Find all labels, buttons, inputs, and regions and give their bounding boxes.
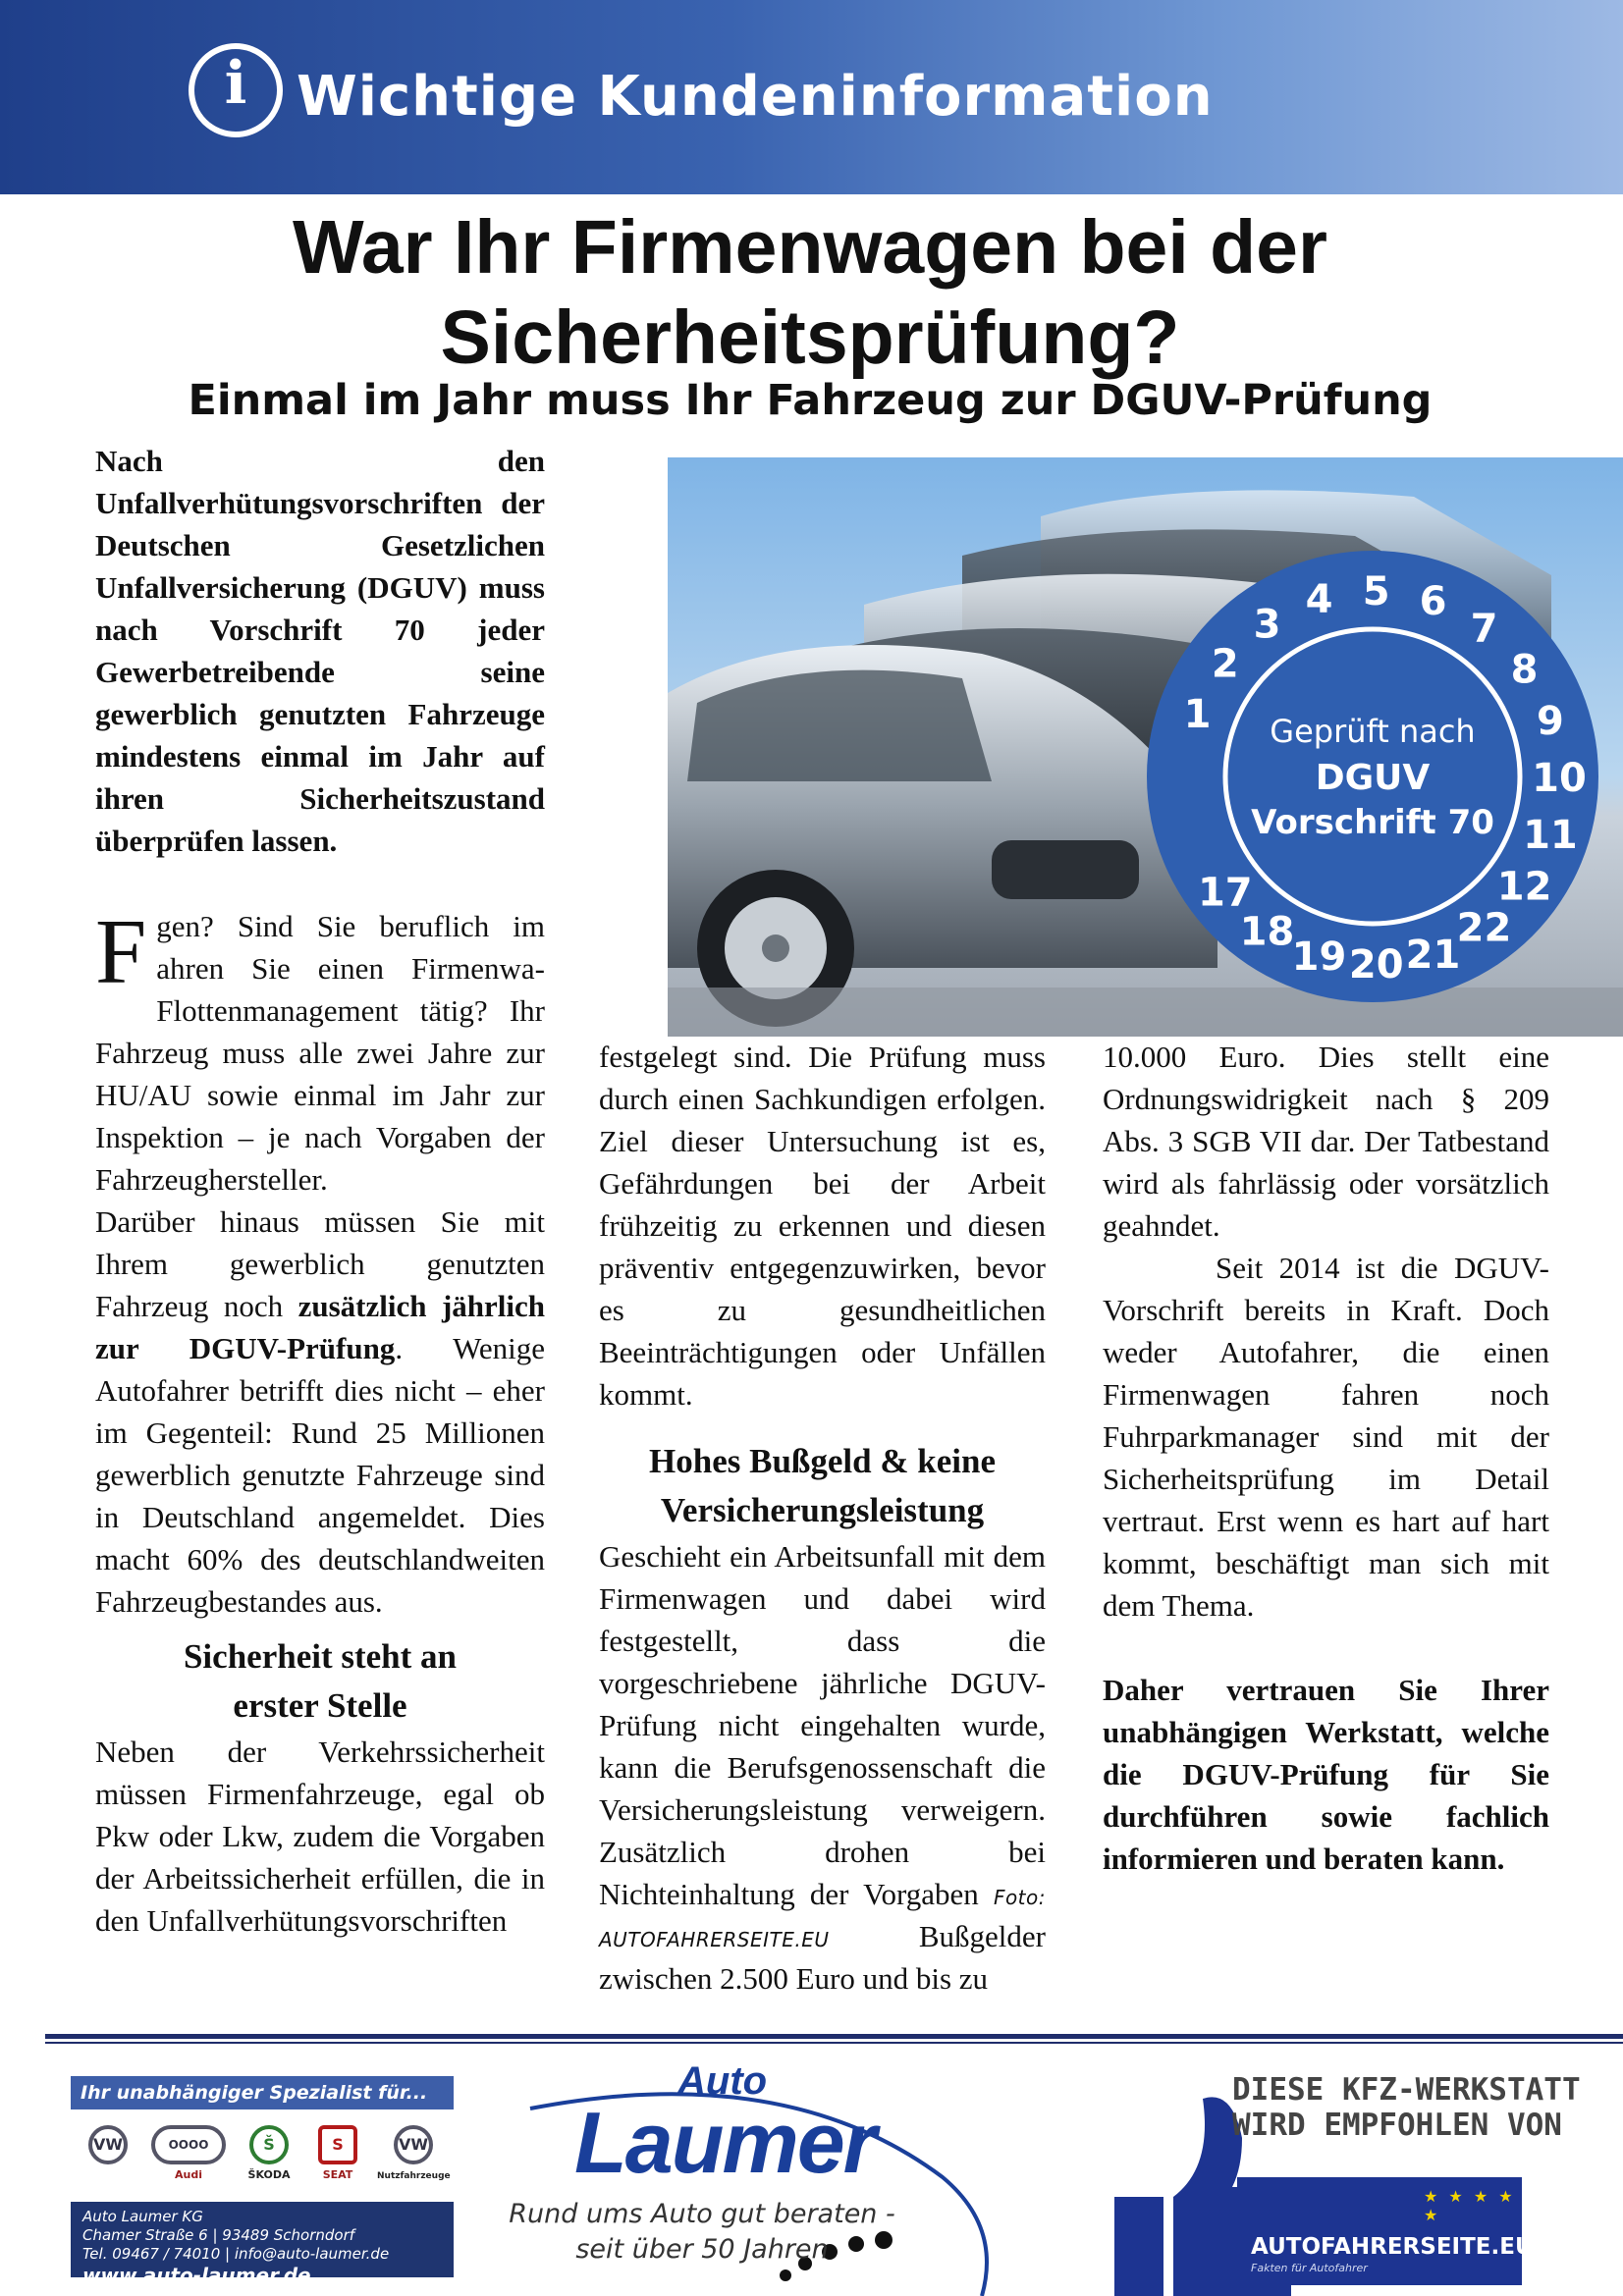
subheadline: Einmal im Jahr muss Ihr Fahrzeug zur DGUV-Prüfung	[188, 376, 1433, 425]
company-address: Auto Laumer KG Chamer Straße 6 | 93489 Schorndorf Tel. 09467 / 74010 | info@auto-laumer.de www.auto-laumer.de	[71, 2202, 454, 2277]
seal-number: 8	[1510, 647, 1539, 693]
photo-credit: Foto: AUTOFAHRERSEITE.EU	[599, 1886, 1046, 1951]
seat-logo-icon: S SEAT	[308, 2125, 367, 2181]
autofahrerseite-logo: ★ ★ ★ ★ ★ AUTOFAHRERSEITE.EU Fakten für Autofahrer	[1237, 2177, 1522, 2285]
column1-paragraph2: Darüber hinaus müssen Sie mit Ihrem gewerblich genutzten Fahrzeug noch zusätzlich jährlich zur DGUV-Prüfung. Wenige Autofahrer betrifft dies nicht – eher im Gegenteil: Rund 25 Millionen gewerblich genutzte Fahrzeuge sind in Deutschland angemeldet. Dies macht 60% des deutschlandweiten Fahrzeugbestandes aus.	[95, 1204, 546, 1619]
seal-number: 2	[1211, 641, 1239, 687]
column2-paragraph2: Geschieht ein Arbeitsunfall mit dem Firmenwagen und dabei wird festgestellt, dass die vorgeschriebene jährliche DGUV-Prüfung nicht eingehalten wurde, kann die Berufsgenossenschaft die Versicherungsleistung verweigern. Zusätzlich drohen bei Nichteinhaltung der Vorgaben Foto: AUTOFAHRERSEITE.EU Bußgelder zwischen 2.500 Euro und bis zu	[599, 1539, 1046, 1996]
vw-logo-icon: VW	[79, 2125, 137, 2168]
column2-paragraph1: festgelegt sind. Die Prüfung muss durch einen Sachkundigen erfolgen. Ziel dieser Untersuchung ist es, Gefährdungen bei der Arbeit frühzeitig zu erkennen und diesen präventiv entgegenzuwirken, bevor es zu gesundheitlichen Beeinträchtigungen oder Unfällen kommt.	[599, 1040, 1046, 1412]
seal-number: 7	[1470, 606, 1498, 652]
info-icon: i	[189, 43, 283, 137]
vw-commercial-logo-icon: VW Nutzfahrzeuge	[377, 2125, 450, 2181]
slogan: Rund ums Auto gut beraten - seit über 50 Jahren	[509, 2199, 895, 2265]
column3-closing: Daher vertrauen Sie Ihrer unabhängigen Werkstatt, welche die DGUV-Prüfung für Sie durchführen sowie fachlich informieren und beraten kann.	[1103, 1673, 1549, 1876]
column1-paragraph1: Fgen? Sind Sie beruflich im ahren Sie einen Firmenwa- Flottenmanagement tätig? Ihr Fahrzeug muss alle zwei Jahre zur HU/AU sowie einmal im Jahr zur Inspektion – je nach Vorgaben der Fahrzeughersteller.	[95, 901, 545, 1197]
headline	[177, 202, 1443, 383]
seal-number: 19	[1291, 934, 1347, 980]
specialist-label: Ihr unabhängiger Spezialist für...	[71, 2076, 454, 2109]
footer-divider	[45, 2034, 1623, 2039]
website-link[interactable]: www.auto-laumer.de	[82, 2264, 311, 2287]
seal-number: 12	[1496, 864, 1552, 910]
footer-divider-thin	[45, 2042, 1623, 2044]
column3-paragraph1: 10.000 Euro. Dies stellt eine Ordnungswidrigkeit nach § 209 Abs. 3 SGB VII dar. Der Tatbestand wird als fahrlässig oder vorsätzlich geahndet.	[1103, 1040, 1549, 1243]
seal-number: 1	[1183, 692, 1212, 737]
seal-number: 9	[1536, 699, 1564, 744]
section-heading-safety: Sicherheit steht an erster Stelle	[183, 1637, 458, 1725]
specialist-box	[71, 2076, 454, 2287]
auto-laumer-logo	[491, 2059, 1011, 2296]
highlight-text: zusätzlich jährlich zur DGUV-Prüfung	[95, 1289, 546, 1365]
logo-laumer-text: Laumer	[574, 2094, 875, 2191]
column-2	[599, 1036, 1046, 2000]
brand-logos	[71, 2111, 454, 2202]
column-3	[1103, 1036, 1549, 1880]
logo-auto-text: Auto	[677, 2059, 768, 2103]
drop-cap: F	[95, 901, 147, 1003]
skoda-logo-icon: Š ŠKODA	[240, 2125, 298, 2181]
recommendation-badge	[1105, 2059, 1581, 2296]
section-heading-fine: Hohes Bußgeld & keine Versicherungsleistung	[649, 1442, 996, 1529]
badge-line2: WIRD EMPFOHLEN VON	[1232, 2108, 1562, 2143]
seal-number: 4	[1305, 577, 1333, 622]
eu-stars-icon: ★ ★ ★ ★ ★	[1424, 2187, 1516, 2224]
headline-line2: Sicherheitsprüfung?	[440, 295, 1180, 380]
column1-paragraph3: Neben der Verkehrssicherheit müssen Firmenfahrzeuge, egal ob Pkw oder Lkw, zudem die Vorgaben der Arbeitssicherheit erfüllen, die in den Unfallverhütungsvorschriften	[95, 1735, 545, 1938]
seal-number: 20	[1348, 942, 1404, 988]
seal-number: 17	[1197, 870, 1253, 916]
banner-title: Wichtige Kundeninformation	[297, 65, 1214, 129]
svg-text:Vorschrift 70: Vorschrift 70	[1251, 803, 1494, 842]
seal-number: 6	[1419, 579, 1447, 625]
intro-paragraph: Nach den Unfallverhütungsvorschriften der Deutschen Gesetzlichen Unfallversicherung (DGUV) muss nach Vorschrift 70 jeder Gewerbetreibende seine gewerblich genutzten Fahrzeuge mindestens einmal im Jahr auf ihren Sicherheitszustand überprüfen lassen.	[95, 444, 545, 858]
headline-line1: War Ihr Firmenwagen bei der	[293, 205, 1327, 290]
svg-text:Geprüft nach: Geprüft nach	[1270, 713, 1476, 750]
fleet-photo	[668, 457, 1623, 1037]
dguv-seal	[1147, 551, 1598, 1002]
seal-number: 22	[1456, 905, 1512, 951]
column-1	[95, 901, 546, 1942]
seal-number: 18	[1239, 909, 1295, 955]
seal-number: 3	[1253, 602, 1281, 648]
cars-illustration	[668, 457, 1623, 1037]
badge-line1: DIESE KFZ-WERKSTATT	[1232, 2072, 1581, 2108]
seal-number: 10	[1532, 756, 1587, 801]
seal-number: 21	[1405, 932, 1461, 978]
column3-paragraph2: Seit 2014 ist die DGUV-Vorschrift bereits in Kraft. Doch weder Autofahrer, die einen Firmenwagen fahren noch Fuhrparkmanager sind mit der Sicherheitsprüfung im Detail vertraut. Erst wenn es hart auf hart kommt, beschäftigt man sich mit dem Thema.	[1103, 1251, 1549, 1623]
header-banner	[0, 0, 1623, 194]
seal-number: 11	[1523, 813, 1578, 858]
audi-rings-icon: OOOO Audi	[149, 2125, 228, 2181]
svg-text:DGUV: DGUV	[1315, 758, 1431, 798]
seal-number: 5	[1362, 569, 1390, 614]
